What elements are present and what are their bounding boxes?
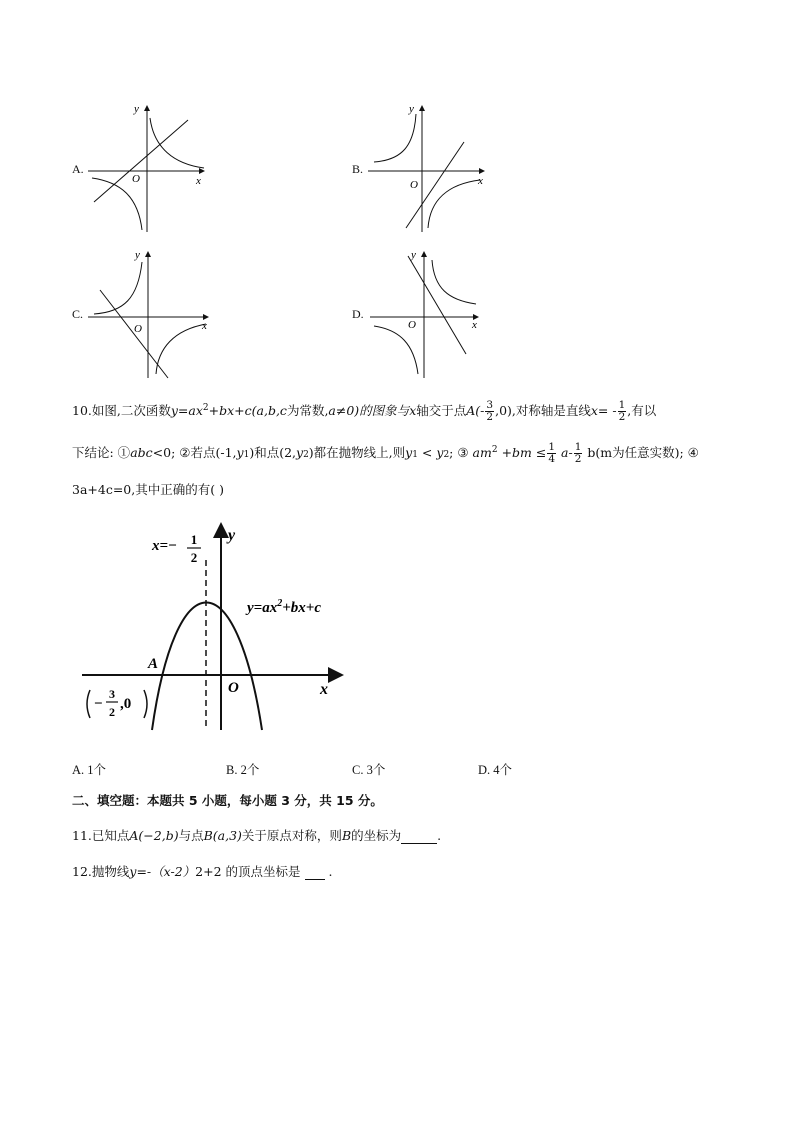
q10-line-1: 10.如图,二次函数$y=ax^2+bx+c(a,b,c$为常数,a≠0)的图象与x轴交于点A(- $\frac{3}{2}$ ,0),对称轴是直线x= - $\frac{1}{2}$ ,有以	[72, 399, 657, 423]
x-axis-label: x	[202, 320, 207, 332]
origin-label: O	[408, 319, 416, 331]
section-2-heading: 二、填空题：本题共 5 小题，每小题 3 分，共 15 分。	[72, 793, 383, 808]
point-coord-zero: ,0	[120, 696, 132, 712]
choice-b[interactable]: B. 2个	[226, 763, 260, 777]
y-axis-label: y	[134, 103, 139, 115]
origin-label: O	[228, 680, 239, 696]
y-axis-label: y	[135, 249, 140, 261]
origin-label: O	[410, 179, 418, 191]
point-coord-minus: −	[94, 696, 103, 712]
fraction-3-2: $\frac{3}{2}$	[486, 399, 494, 423]
point-frac-den: 2	[109, 705, 115, 719]
symmetry-axis-label: x=−	[152, 538, 178, 554]
fraction-1-2: $\frac{1}{2}$	[618, 399, 626, 423]
option-d-graph	[366, 246, 496, 381]
choice-c[interactable]: C. 3个	[352, 763, 386, 777]
x-axis-label: x	[478, 175, 483, 187]
option-d-label[interactable]: D.	[352, 307, 364, 321]
x-axis-label: x	[320, 681, 328, 698]
q12-answer-blank[interactable]	[305, 864, 325, 880]
point-a-label: A	[148, 656, 159, 672]
symmetry-frac-den: 2	[190, 550, 198, 565]
option-a-label[interactable]: A.	[72, 162, 84, 176]
x-axis-label: x	[196, 175, 201, 187]
point-frac-num: 3	[109, 687, 115, 701]
choice-d[interactable]: D. 4个	[478, 763, 513, 777]
fraction-1-4: $\frac{1}{4}$	[548, 441, 556, 465]
q10-line-2: 下结论: ①abc<0; ②若点(-1,y1)和点(2,y2)都在抛物线上,则y1 < y2; ③ $am^2 +bm$ ≤ $\frac{1}{4}$ a- $\frac{1}{2}$ b(m为任意实数); ④	[72, 441, 699, 465]
origin-label: O	[134, 323, 142, 335]
curve-label: $y=ax^2+bx+c$	[247, 598, 321, 616]
option-c-label[interactable]: C.	[72, 307, 84, 321]
option-b-graph	[366, 100, 496, 235]
x-axis-label: x	[472, 319, 477, 331]
q12-text: 12.抛物线y=-（x-2）2+2 的顶点坐标是 .	[72, 864, 333, 879]
y-axis-label: y	[411, 249, 416, 261]
q11-text: 11.已知点A(−2,b)与点B(a,3)关于原点对称，则B的坐标为 .	[72, 828, 442, 843]
option-c-graph	[86, 246, 216, 381]
option-b-label[interactable]: B.	[352, 162, 364, 176]
option-a-graph	[86, 100, 216, 235]
fraction-1-2b: $\frac{1}{2}$	[574, 441, 582, 465]
q10-line-3: 3a+4c=0,其中正确的有( )	[72, 482, 224, 497]
q11-answer-blank[interactable]	[401, 828, 437, 844]
origin-label: O	[132, 173, 140, 185]
y-axis-label: y	[228, 527, 236, 544]
symmetry-frac-num: 1	[190, 532, 198, 547]
choice-a[interactable]: A. 1个	[72, 763, 107, 777]
y-axis-label: y	[409, 103, 414, 115]
parabola-figure	[80, 520, 350, 735]
